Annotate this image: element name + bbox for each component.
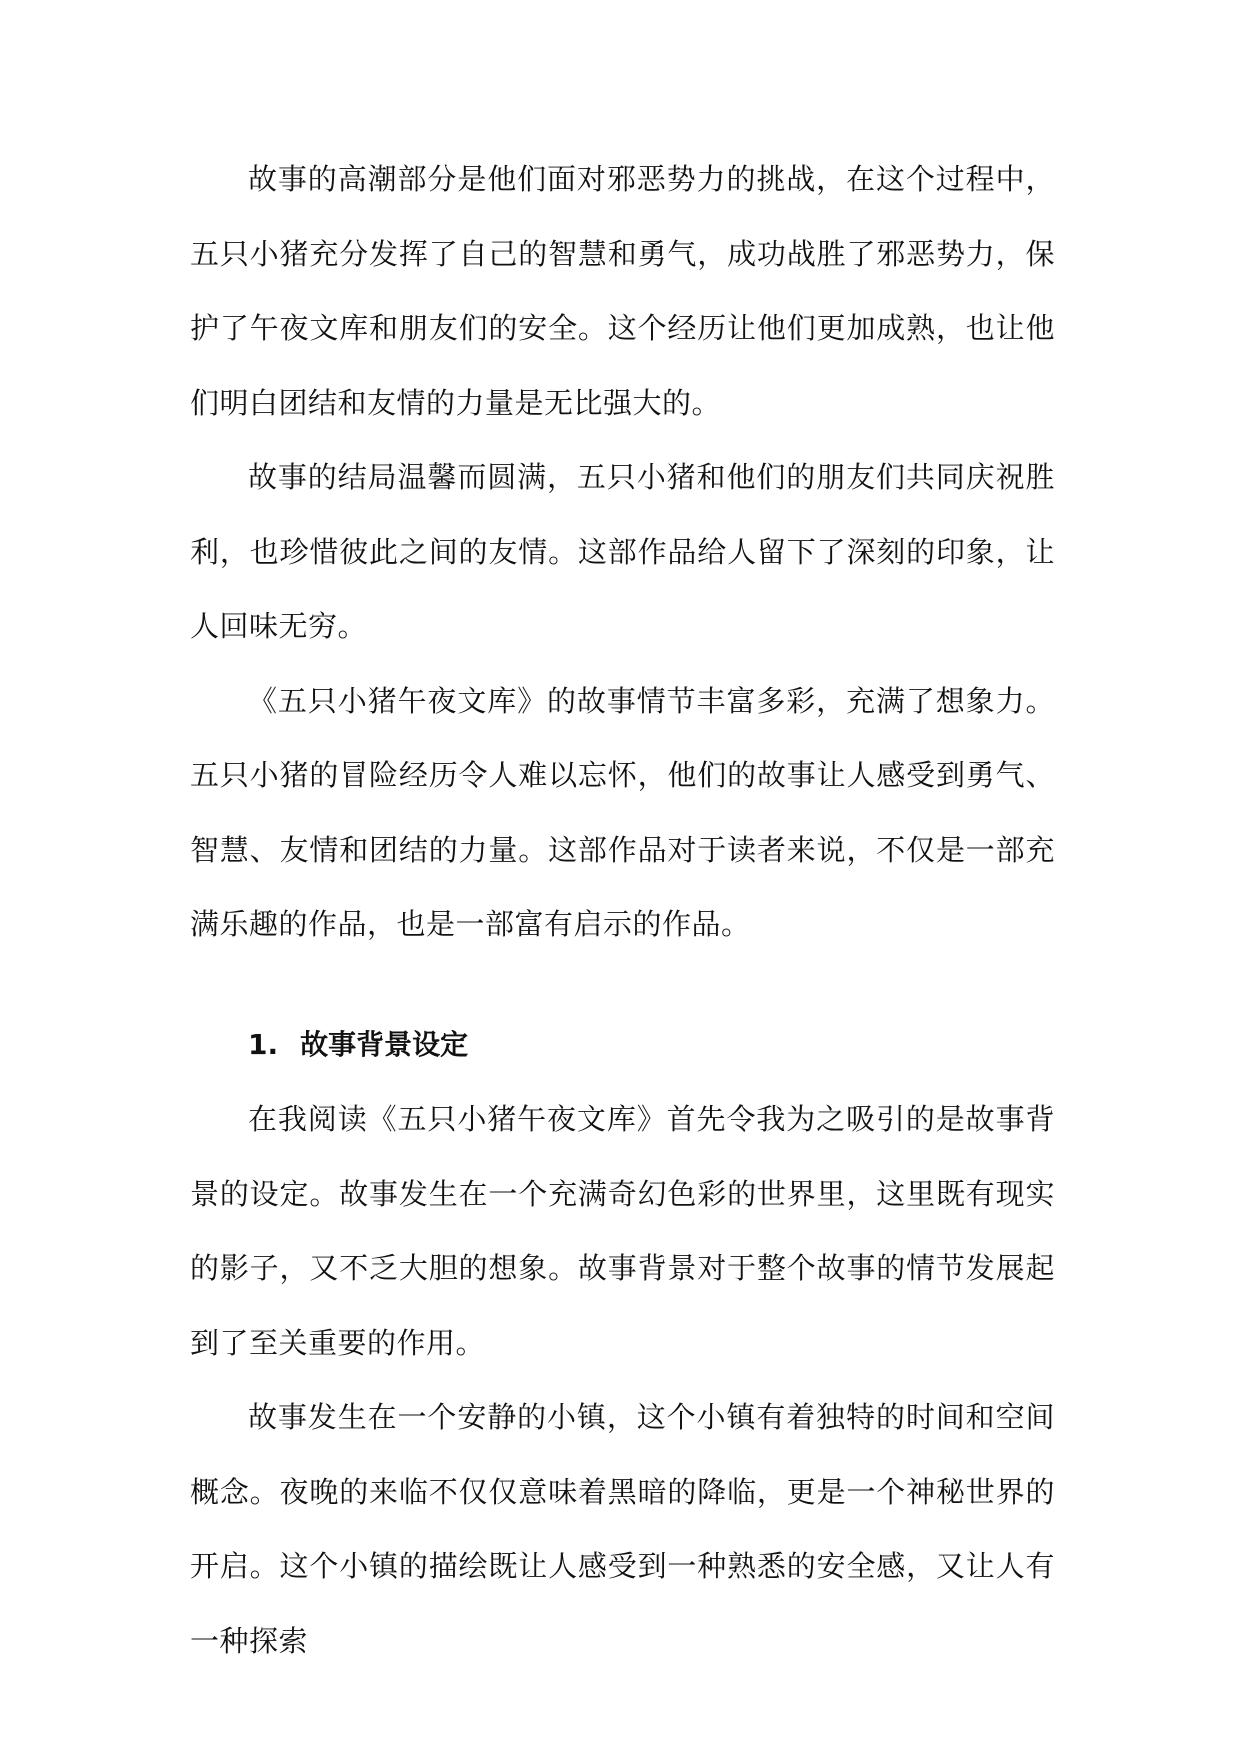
document-body: [190, 142, 1055, 1678]
section-spacer: [190, 962, 1055, 1008]
section-title: 故事背景设定: [300, 1027, 469, 1061]
section-number: 1.: [248, 1027, 279, 1061]
paragraph-summary: 《五只小猪午夜文库》的故事情节丰富多彩，充满了想象力。五只小猪的冒险经历令人难以忘怀，他们的故事让人感受到勇气、智慧、友情和团结的力量。这部作品对于读者来说，不仅是一部充满乐趣的作品，也是一部富有启示的作品。: [190, 683, 1055, 941]
paragraph-climax: 故事的高潮部分是他们面对邪恶势力的挑战，在这个过程中，五只小猪充分发挥了自己的智慧和勇气，成功战胜了邪恶势力，保护了午夜文库和朋友们的安全。这个经历让他们更加成熟，也让他们明白团结和友情的力量是无比强大的。: [190, 162, 1055, 420]
paragraph-town: 故事发生在一个安静的小镇，这个小镇有着独特的时间和空间概念。夜晚的来临不仅仅意味着黑暗的降临，更是一个神秘世界的开启。这个小镇的描绘既让人感受到一种熟悉的安全感，又让人有一种探索: [190, 1400, 1055, 1658]
paragraph-background-intro: 在我阅读《五只小猪午夜文库》首先令我为之吸引的是故事背景的设定。故事发生在一个充满奇幻色彩的世界里，这里既有现实的影子，又不乏大胆的想象。故事背景对于整个故事的情节发展起到了至关重要的作用。: [190, 1102, 1055, 1360]
section-heading: [190, 1008, 1055, 1083]
paragraph-ending: 故事的结局温馨而圆满，五只小猪和他们的朋友们共同庆祝胜利，也珍惜彼此之间的友情。这部作品给人留下了深刻的印象，让人回味无穷。: [190, 460, 1055, 643]
